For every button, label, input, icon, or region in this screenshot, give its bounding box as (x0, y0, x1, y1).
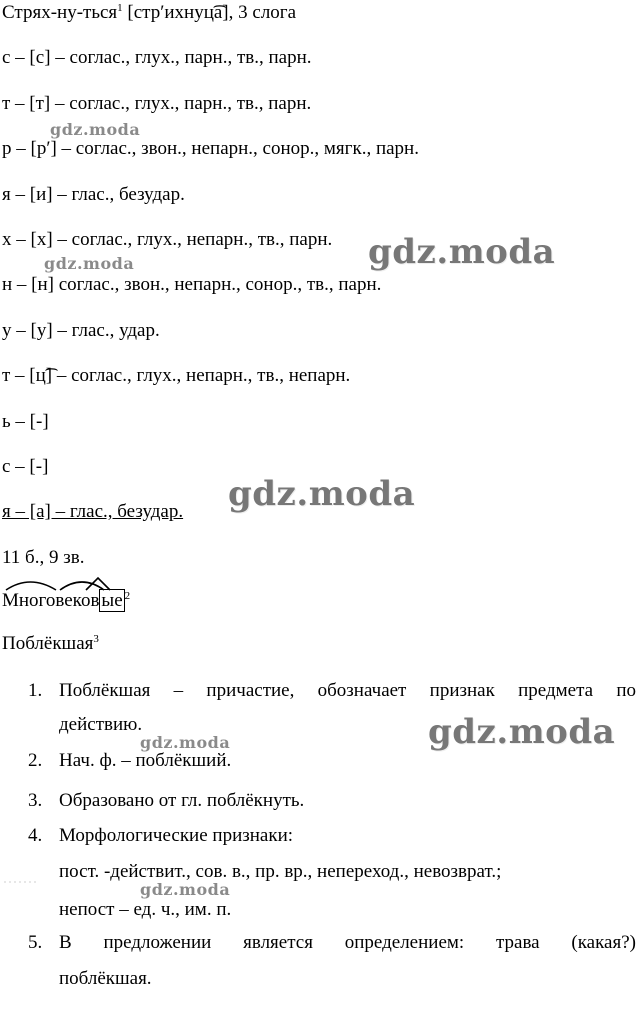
morphemic-word (2, 590, 130, 613)
summary-line: 11 б., 9 зв. (2, 547, 85, 568)
phonetic-line-4: я – [и] – глас., безудар. (2, 184, 185, 205)
list-text-line: поблёкшая. (59, 968, 152, 989)
list-text-line: Морфологические признаки: (59, 825, 294, 846)
phonetic-line-3: р – [р′] – соглас., звон., непарн., сонор., мягк., парн. (2, 138, 419, 159)
scan-artifact (0, 870, 40, 890)
phonetic-line-2: т – [т] – соглас., глух., парн., тв., парн. (2, 93, 312, 114)
phonetic-line-9: ь – [-] (2, 411, 49, 432)
watermark: gdz.moda (50, 120, 141, 139)
phonetic-line-6: н – [н] соглас., звон., непарн., сонор., тв., парн. (2, 274, 382, 295)
phonetic-line-7: у – [у] – глас., удар. (2, 320, 160, 341)
participle-word: Поблёкшая (2, 633, 94, 654)
watermark: gdz.moda (44, 254, 135, 273)
footnote-mark-1: 1 (117, 2, 123, 14)
list-text-line: Поблёкшая – причастие, обозначает признак предмета по (59, 680, 636, 701)
root-arc-1 (6, 582, 56, 590)
watermark: gdz.moda (140, 880, 231, 899)
list-number: 5. (28, 932, 43, 953)
phonetic-line-5: х – [х] – соглас., глух., непарн., тв., парн. (2, 229, 333, 250)
list-number: 1. (28, 680, 43, 701)
list-text-line: Образовано от гл. поблёкнуть. (59, 790, 305, 811)
footnote-mark-3: 3 (93, 633, 99, 645)
watermark: gdz.moda (228, 474, 416, 514)
morphemic-ending: ые (101, 590, 123, 611)
morphemic-root: Многовеков (2, 590, 100, 611)
list-number: 4. (28, 825, 43, 846)
phonetic-line-1: с – [с] – соглас., глух., парн., тв., парн. (2, 47, 312, 68)
watermark: gdz.moda (140, 733, 231, 752)
watermark: gdz.moda (428, 712, 616, 752)
footnote-mark-2: 2 (124, 590, 131, 602)
watermark: gdz.moda (368, 232, 556, 272)
phonetic-line-10: с – [-] (2, 456, 49, 477)
list-text-line: непост – ед. ч., им. п. (59, 899, 232, 920)
list-text-line: действию. (59, 714, 143, 735)
phonetic-line-8: т – [ц͡] – соглас., глух., непарн., тв., непарн. (2, 365, 351, 386)
list-text-line: пост. -действит., сов. в., пр. вр., непереход., невозврат.; (59, 861, 502, 882)
list-text-line: В предложении является определением: трава (какая?) (59, 932, 636, 953)
phonetic-line-11: я – [а] – глас., безудар. (2, 501, 184, 522)
header-transcription: [стр′ихнуц͡а], 3 слога (122, 2, 297, 23)
header-word: Стрях-ну-ться (2, 2, 118, 23)
root-arc-2 (60, 582, 104, 590)
participle-heading (2, 633, 99, 656)
list-text-line: Нач. ф. – поблёкший. (59, 750, 232, 771)
list-number: 3. (28, 790, 43, 811)
header-line (2, 2, 296, 25)
list-number: 2. (28, 750, 43, 771)
